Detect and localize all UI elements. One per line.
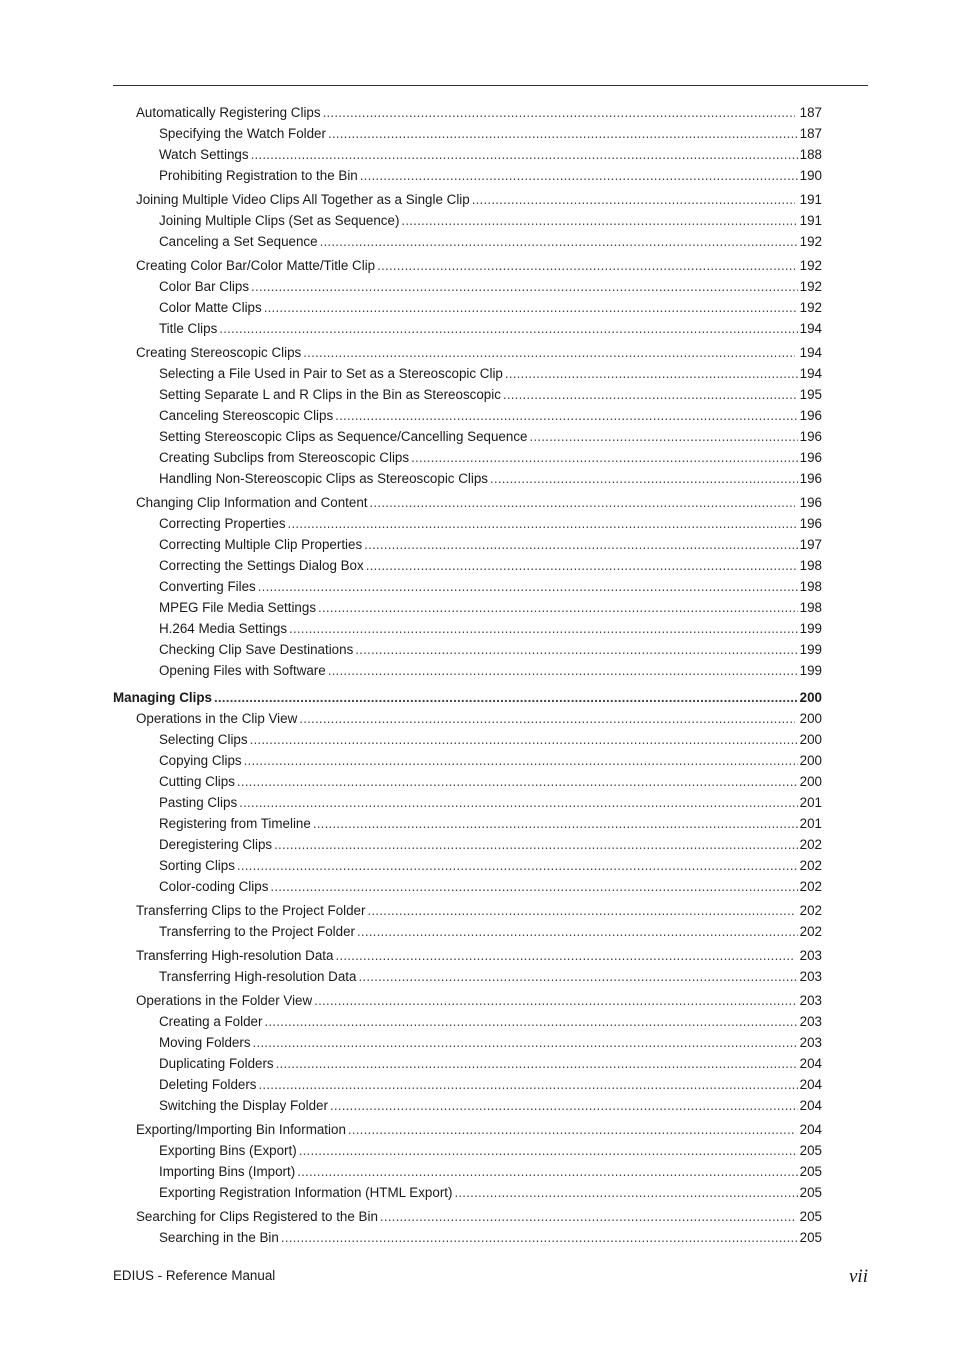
toc-entry[interactable] (159, 753, 822, 769)
toc-entry-page: 202 (799, 837, 822, 852)
toc-entry-page: 201 (799, 795, 822, 810)
toc-entry-page: 205 (799, 1143, 822, 1158)
toc-dot-leader (274, 837, 798, 853)
toc-entry[interactable] (159, 621, 822, 637)
toc-entry-page: 203 (799, 948, 822, 963)
toc-entry[interactable] (159, 642, 822, 658)
toc-entry-page: 196 (799, 471, 822, 486)
toc-entry-label: Transferring Clips to the Project Folder (136, 903, 366, 918)
toc-entry-label: MPEG File Media Settings (159, 600, 317, 615)
toc-entry-page: 203 (799, 1035, 822, 1050)
toc-dot-leader (328, 663, 798, 679)
toc-entry-label: Creating Color Bar/Color Matte/Title Clip (136, 258, 376, 273)
toc-entry-label: Checking Clip Save Destinations (159, 642, 354, 657)
toc-dot-leader (237, 858, 798, 874)
toc-entry-label: Searching in the Bin (159, 1230, 279, 1245)
toc-entry-label: Canceling Stereoscopic Clips (159, 408, 334, 423)
toc-entry-page: 199 (799, 642, 822, 657)
toc-entry[interactable] (159, 600, 822, 616)
toc-entry-page: 196 (799, 516, 822, 531)
footer-page-number: vii (849, 1266, 868, 1287)
toc-entry[interactable] (159, 213, 822, 229)
toc-entry-label: Registering from Timeline (159, 816, 311, 831)
toc-entry-page: 192 (799, 234, 822, 249)
toc-dot-leader (270, 879, 797, 895)
toc-entry-label: Creating Subclips from Stereoscopic Clips (159, 450, 410, 465)
toc-entry[interactable] (159, 1056, 822, 1072)
toc-dot-leader (366, 558, 798, 574)
toc-entry-label: Duplicating Folders (159, 1056, 274, 1071)
toc-entry-label: Exporting/Importing Bin Information (136, 1122, 346, 1137)
toc-dot-leader (335, 408, 797, 424)
toc-entry-page: 198 (799, 600, 822, 615)
toc-entry-page: 204 (799, 1122, 822, 1137)
toc-dot-leader (251, 147, 798, 163)
toc-entry-label: Cutting Clips (159, 774, 235, 789)
toc-entry-page: 204 (799, 1056, 822, 1071)
toc-entry[interactable] (159, 126, 822, 142)
toc-entry[interactable] (136, 345, 822, 361)
toc-dot-leader (250, 732, 798, 748)
toc-entry[interactable] (159, 1014, 822, 1030)
toc-entry[interactable] (159, 279, 822, 295)
toc-dot-leader (357, 924, 798, 940)
toc-entry-label: Color-coding Clips (159, 879, 269, 894)
toc-entry-page: 191 (799, 192, 822, 207)
toc-entry[interactable] (159, 732, 822, 748)
toc-entry-label: Managing Clips (113, 690, 212, 705)
toc-dot-leader (244, 753, 798, 769)
toc-entry-page: 196 (799, 429, 822, 444)
toc-entry-label: Sorting Clips (159, 858, 235, 873)
toc-entry[interactable] (136, 948, 822, 964)
toc-entry-page: 194 (799, 366, 822, 381)
toc-dot-leader (380, 1209, 795, 1225)
toc-entry-page: 204 (799, 1077, 822, 1092)
toc-entry-label: Converting Files (159, 579, 256, 594)
toc-entry-page: 200 (799, 711, 822, 726)
toc-entry-page: 188 (799, 147, 822, 162)
toc-dot-leader (411, 450, 798, 466)
toc-entry[interactable] (159, 300, 822, 316)
toc-dot-leader (297, 1164, 797, 1180)
toc-entry[interactable] (159, 429, 822, 445)
toc-entry-page: 205 (799, 1209, 822, 1224)
toc-dot-leader (328, 126, 798, 142)
toc-entry-label: Specifying the Watch Folder (159, 126, 326, 141)
toc-dot-leader (289, 621, 798, 637)
toc-entry-page: 197 (799, 537, 822, 552)
toc-dot-leader (299, 1143, 798, 1159)
toc-entry-label: Transferring High-resolution Data (136, 948, 334, 963)
toc-entry[interactable] (159, 879, 822, 895)
toc-entry-label: Pasting Clips (159, 795, 238, 810)
toc-entry-page: 205 (799, 1164, 822, 1179)
toc-entry-page: 195 (799, 387, 822, 402)
toc-entry[interactable] (159, 366, 822, 382)
toc-dot-leader (258, 579, 798, 595)
toc-entry[interactable] (159, 168, 822, 184)
toc-entry-label: Deleting Folders (159, 1077, 257, 1092)
toc-dot-leader (214, 690, 798, 706)
toc-entry-page: 205 (799, 1230, 822, 1245)
toc-entry-page: 196 (799, 450, 822, 465)
toc-entry-label: Copying Clips (159, 753, 242, 768)
toc-entry[interactable] (159, 1143, 822, 1159)
toc-dot-leader (237, 774, 798, 790)
toc-entry-page: 200 (799, 732, 822, 747)
toc-dot-leader (529, 429, 797, 445)
toc-entry[interactable] (159, 147, 822, 163)
toc-entry[interactable] (136, 105, 822, 121)
toc-entry-page: 202 (799, 858, 822, 873)
toc-dot-leader (239, 795, 798, 811)
toc-entry[interactable] (159, 1185, 822, 1201)
toc-entry[interactable] (159, 450, 822, 466)
toc-entry[interactable] (159, 321, 822, 337)
toc-entry-label: Switching the Display Folder (159, 1098, 328, 1113)
toc-dot-leader (288, 516, 798, 532)
toc-entry[interactable] (159, 579, 822, 595)
toc-entry-label: Title Clips (159, 321, 218, 336)
toc-entry[interactable] (159, 858, 822, 874)
toc-entry-page: 192 (799, 300, 822, 315)
toc-entry-label: Joining Multiple Clips (Set as Sequence) (159, 213, 400, 228)
toc-dot-leader (335, 948, 794, 964)
toc-entry-page: 203 (799, 969, 822, 984)
toc-entry-label: Searching for Clips Registered to the Bin (136, 1209, 378, 1224)
toc-dot-leader (276, 1056, 798, 1072)
toc-entry-label: Moving Folders (159, 1035, 251, 1050)
toc-entry[interactable] (159, 816, 822, 832)
toc-entry-page: 203 (799, 1014, 822, 1029)
toc-entry-page: 187 (799, 105, 822, 120)
toc-entry[interactable] (159, 795, 822, 811)
toc-entry-label: Changing Clip Information and Content (136, 495, 368, 510)
toc-entry-page: 204 (799, 1098, 822, 1113)
toc-dot-leader (454, 1185, 797, 1201)
toc-dot-leader (358, 969, 797, 985)
toc-entry-label: Prohibiting Registration to the Bin (159, 168, 358, 183)
toc-entry-label: Correcting the Settings Dialog Box (159, 558, 364, 573)
footer-manual-title: EDIUS - Reference Manual (113, 1268, 276, 1283)
toc-entry-page: 198 (799, 579, 822, 594)
toc-entry[interactable] (113, 690, 822, 706)
toc-entry[interactable] (159, 471, 822, 487)
toc-entry-label: Deregistering Clips (159, 837, 273, 852)
toc-entry[interactable] (159, 969, 822, 985)
toc-entry-label: Opening Files with Software (159, 663, 326, 678)
toc-dot-leader (251, 279, 798, 295)
toc-entry-label: Selecting Clips (159, 732, 248, 747)
toc-entry-page: 200 (799, 690, 822, 705)
toc-entry[interactable] (136, 711, 822, 727)
toc-dot-leader (259, 1077, 798, 1093)
toc-dot-leader (313, 816, 798, 832)
toc-entry-page: 202 (799, 924, 822, 939)
toc-entry-label: Joining Multiple Video Clips All Together as a Single Clip (136, 192, 470, 207)
toc-entry-label: Canceling a Set Sequence (159, 234, 318, 249)
toc-dot-leader (348, 1122, 795, 1138)
toc-entry[interactable] (136, 495, 822, 511)
toc-entry-page: 194 (799, 321, 822, 336)
toc-entry-page: 200 (799, 774, 822, 789)
toc-dot-leader (355, 642, 797, 658)
toc-entry-label: Correcting Properties (159, 516, 286, 531)
toc-entry[interactable] (159, 234, 822, 250)
toc-entry[interactable] (159, 537, 822, 553)
toc-entry-label: Creating a Folder (159, 1014, 263, 1029)
toc-dot-leader (299, 711, 794, 727)
toc-entry-label: Creating Stereoscopic Clips (136, 345, 302, 360)
toc-dot-leader (364, 537, 797, 553)
toc-entry-label: H.264 Media Settings (159, 621, 288, 636)
toc-entry[interactable] (159, 516, 822, 532)
toc-entry[interactable] (136, 903, 822, 919)
toc-entry-page: 192 (799, 279, 822, 294)
toc-entry-page: 203 (799, 993, 822, 1008)
toc-entry-label: Operations in the Folder View (136, 993, 313, 1008)
toc-entry[interactable] (159, 558, 822, 574)
toc-entry[interactable] (136, 192, 822, 208)
toc-entry-label: Exporting Registration Information (HTML Export) (159, 1185, 453, 1200)
toc-entry[interactable] (159, 663, 822, 679)
toc-dot-leader (503, 387, 798, 403)
toc-entry-page: 198 (799, 558, 822, 573)
toc-entry[interactable] (159, 1077, 822, 1093)
toc-entry-label: Color Matte Clips (159, 300, 262, 315)
toc-dot-leader (281, 1230, 798, 1246)
toc-entry-page: 194 (799, 345, 822, 360)
toc-dot-leader (314, 993, 794, 1009)
toc-dot-leader (490, 471, 798, 487)
toc-entry-label: Selecting a File Used in Pair to Set as a Stereoscopic Clip (159, 366, 503, 381)
toc-dot-leader (320, 234, 798, 250)
header-rule (113, 85, 868, 86)
toc-entry-label: Operations in the Clip View (136, 711, 298, 726)
toc-entry-label: Exporting Bins (Export) (159, 1143, 297, 1158)
toc-entry-page: 202 (799, 903, 822, 918)
toc-entry-page: 187 (799, 126, 822, 141)
toc-entry-label: Transferring High-resolution Data (159, 969, 357, 984)
toc-entry[interactable] (159, 1164, 822, 1180)
toc-entry-page: 201 (799, 816, 822, 831)
toc-entry[interactable] (159, 387, 822, 403)
toc-dot-leader (264, 1014, 797, 1030)
toc-dot-leader (264, 300, 798, 316)
toc-entry-label: Setting Stereoscopic Clips as Sequence/Cancelling Sequence (159, 429, 528, 444)
toc-entry-page: 202 (799, 879, 822, 894)
toc-entry-page: 200 (799, 753, 822, 768)
toc-entry-label: Setting Separate L and R Clips in the Bin as Stereoscopic (159, 387, 501, 402)
toc-entry[interactable] (136, 1122, 822, 1138)
toc-entry-label: Importing Bins (Import) (159, 1164, 296, 1179)
toc-entry-label: Correcting Multiple Clip Properties (159, 537, 363, 552)
toc-dot-leader (367, 903, 794, 919)
toc-entry-page: 196 (799, 495, 822, 510)
toc-entry[interactable] (159, 924, 822, 940)
toc-dot-leader (505, 366, 798, 382)
toc-dot-leader (370, 495, 795, 511)
toc-entry-page: 190 (799, 168, 822, 183)
toc-entry[interactable] (159, 1098, 822, 1114)
toc-entry-page: 191 (799, 213, 822, 228)
toc-entry-page: 199 (799, 621, 822, 636)
toc-dot-leader (323, 105, 795, 121)
toc-entry-label: Watch Settings (159, 147, 249, 162)
toc-dot-leader (360, 168, 798, 184)
toc-dot-leader (318, 600, 798, 616)
toc-dot-leader (377, 258, 795, 274)
toc-entry-label: Handling Non-Stereoscopic Clips as Stereoscopic Clips (159, 471, 488, 486)
toc-entry[interactable] (159, 408, 822, 424)
toc-entry-page: 192 (799, 258, 822, 273)
toc-entry[interactable] (159, 1230, 822, 1246)
toc-entry[interactable] (159, 1035, 822, 1051)
toc-dot-leader (330, 1098, 798, 1114)
toc-entry[interactable] (159, 774, 822, 790)
toc-entry-page: 196 (799, 408, 822, 423)
toc-dot-leader (401, 213, 797, 229)
toc-entry-label: Transferring to the Project Folder (159, 924, 355, 939)
toc-entry[interactable] (136, 1209, 822, 1225)
toc-entry[interactable] (136, 258, 822, 274)
toc-dot-leader (472, 192, 795, 208)
toc-entry-label: Automatically Registering Clips (136, 105, 321, 120)
toc-dot-leader (253, 1035, 798, 1051)
toc-entry[interactable] (159, 837, 822, 853)
toc-entry[interactable] (136, 993, 822, 1009)
toc-entry-page: 199 (799, 663, 822, 678)
toc-entry-label: Color Bar Clips (159, 279, 250, 294)
toc-dot-leader (303, 345, 794, 361)
toc-entry-page: 205 (799, 1185, 822, 1200)
toc-dot-leader (219, 321, 797, 337)
